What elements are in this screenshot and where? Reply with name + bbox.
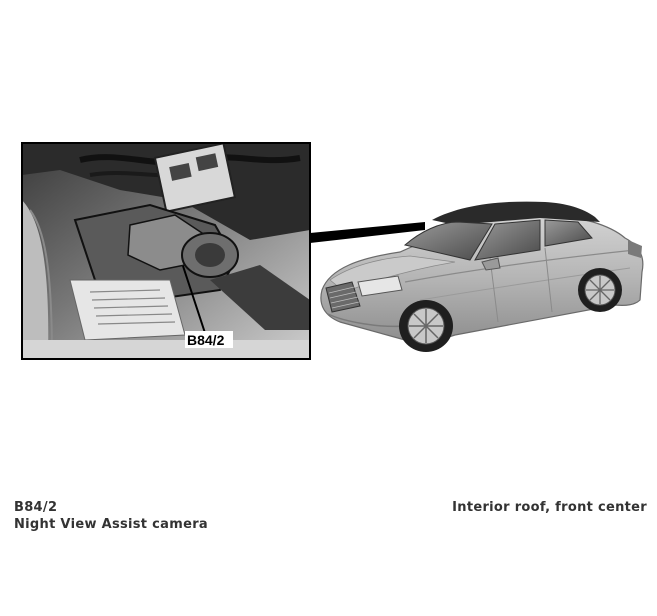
connector-wedge: [310, 222, 425, 243]
component-location: Interior roof, front center: [452, 500, 647, 515]
callout-label: B84/2: [187, 332, 225, 348]
car-illustration: [321, 202, 643, 352]
component-name: Night View Assist camera: [14, 517, 208, 532]
camera-detail-photo: [22, 143, 310, 359]
component-code: B84/2: [14, 500, 58, 515]
